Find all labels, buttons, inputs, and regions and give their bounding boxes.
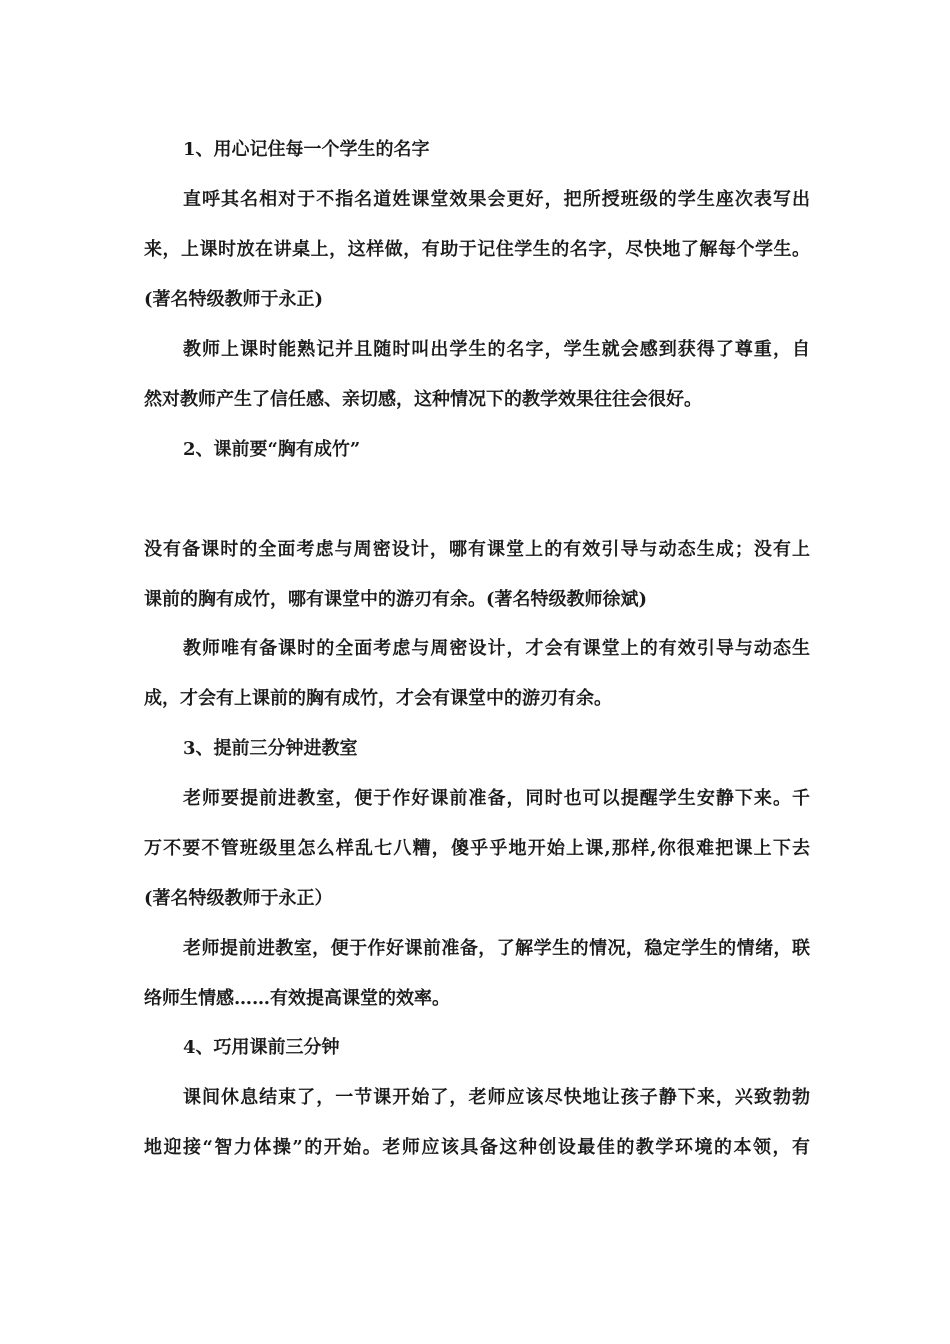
paragraph-line: 课前的胸有成竹，哪有课堂中的游刃有余。(著名特级教师徐斌) (144, 589, 648, 610)
paragraph-line: 来，上课时放在讲桌上，这样做，有助于记住学生的名字，尽快地了解每个学生。 (144, 239, 810, 260)
paragraph-line: 没有备课时的全面考虑与周密设计，哪有课堂上的有效引导与动态生成；没有上 (144, 539, 810, 560)
heading-2: 2、课前要“胸有成竹” (183, 439, 361, 460)
paragraph-line: 教师唯有备课时的全面考虑与周密设计，才会有课堂上的有效引导与动态生 (183, 638, 810, 659)
paragraph-line: 成，才会有上课前的胸有成竹，才会有课堂中的游刃有余。 (144, 688, 612, 709)
paragraph-line: 教师上课时能熟记并且随时叫出学生的名字，学生就会感到获得了尊重，自 (183, 339, 810, 360)
paragraph-line: 老师提前进教室，便于作好课前准备，了解学生的情况，稳定学生的情绪，联 (183, 938, 810, 959)
citation-line: (著名特级教师于永正) (144, 289, 324, 310)
paragraph-line: 课间休息结束了，一节课开始了，老师应该尽快地让孩子静下来，兴致勃勃 (183, 1087, 810, 1108)
paragraph-line: 万不要不管班级里怎么样乱七八糟，傻乎乎地开始上课,那样,你很难把课上下去 (144, 838, 810, 859)
paragraph-line: 地迎接“智力体操”的开始。老师应该具备这种创设最佳的教学环境的本领，有 (144, 1137, 810, 1158)
heading-3: 3、提前三分钟进教室 (183, 738, 358, 759)
paragraph-line: 老师要提前进教室，便于作好课前准备，同时也可以提醒学生安静下来。千 (183, 788, 810, 809)
paragraph-line: 然对教师产生了信任感、亲切感，这种情况下的教学效果往往会很好。 (144, 389, 702, 410)
paragraph-line: 直呼其名相对于不指名道姓课堂效果会更好，把所授班级的学生座次表写出 (183, 189, 810, 210)
heading-1: 1、用心记住每一个学生的名字 (183, 139, 430, 160)
paragraph-line: 络师生情感……有效提高课堂的效率。 (144, 988, 450, 1009)
citation-line: (著名特级教师于永正） (144, 888, 333, 909)
heading-4: 4、巧用课前三分钟 (183, 1037, 340, 1058)
